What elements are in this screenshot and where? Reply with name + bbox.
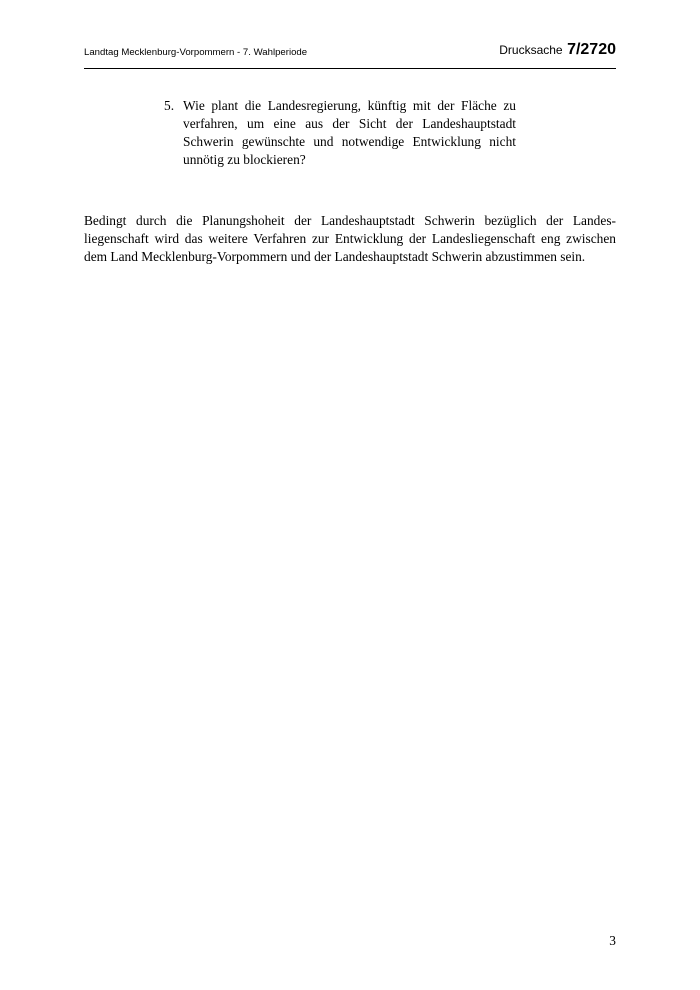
header-document-id <box>499 40 616 60</box>
document-number: 7/2720 <box>567 41 616 58</box>
header-parliament-title: Landtag Mecklenburg-Vorpommern - 7. Wahlperiode <box>84 47 308 58</box>
answer-paragraph: Bedingt durch die Planungshoheit der Landeshauptstadt Schwerin bezüglich der Landesliegenschaft wird das weitere Verfahren zur Entwicklung der Landesliegenschaft eng zwischen dem Land Mecklenburg-Vorpommern und der Landeshauptstadt Schwerin abzustimmen sein. <box>84 213 616 264</box>
header-divider <box>84 68 616 69</box>
question-text: Wie plant die Landesregierung, künftig mit der Fläche zu verfahren, um eine aus der Sicht der Landeshauptstadt Schwerin gewünschte und notwendige Entwicklung nicht unnötig zu blockieren? <box>183 98 516 167</box>
page-number: 3 <box>609 933 616 948</box>
question-number: 5. <box>164 98 175 113</box>
answer-block <box>84 212 616 266</box>
document-label: Drucksache <box>499 43 563 57</box>
